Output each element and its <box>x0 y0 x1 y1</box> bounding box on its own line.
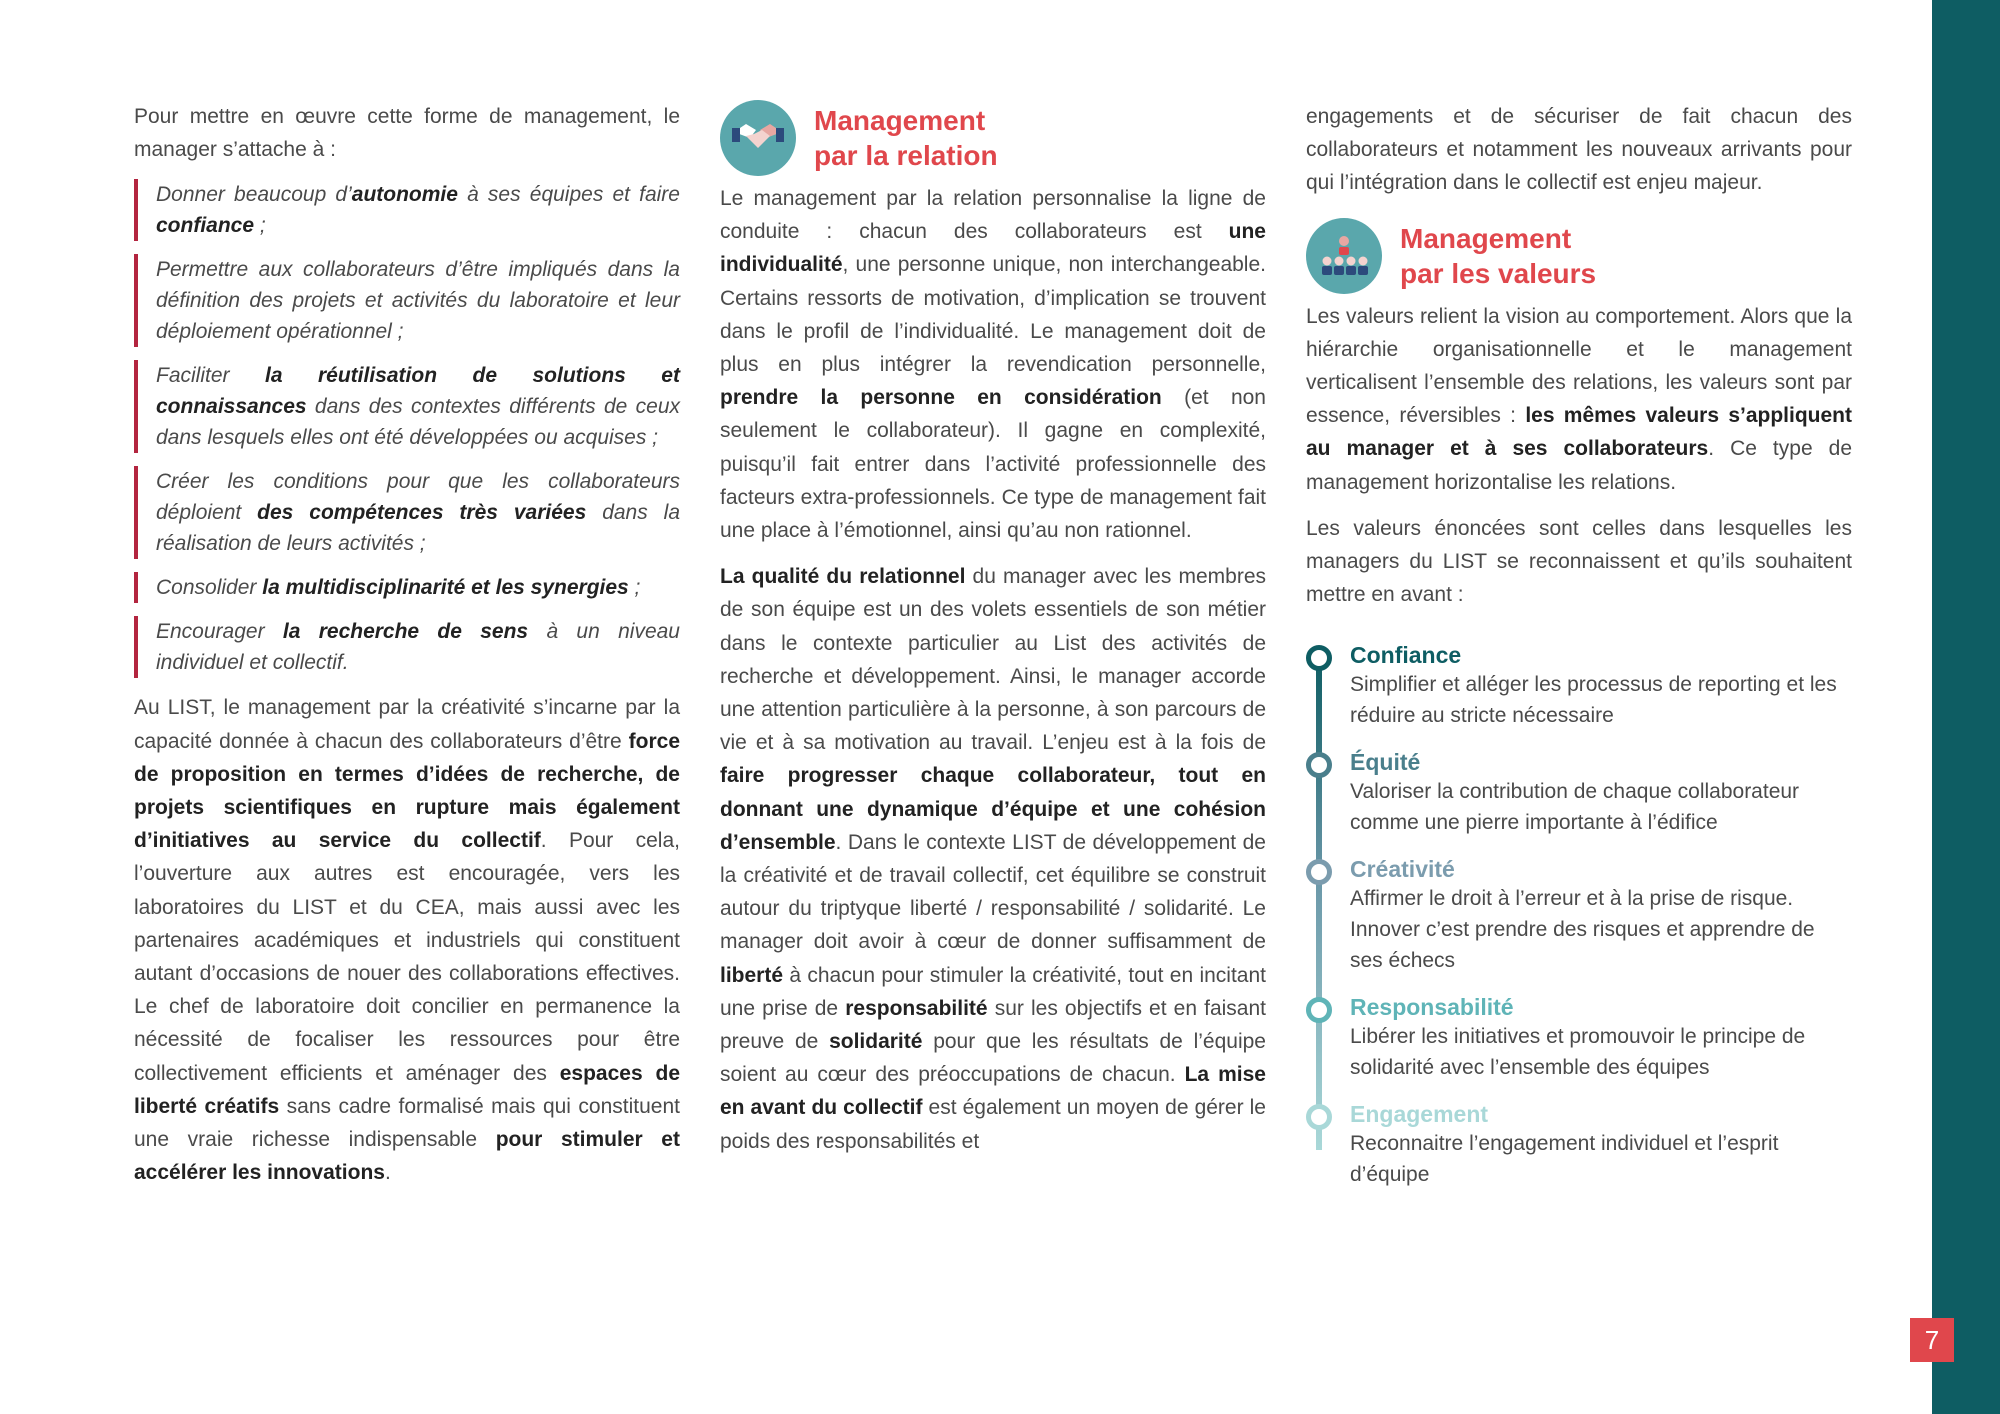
value-name: Créativité <box>1350 856 1455 883</box>
value-item <box>1350 641 1852 731</box>
value-description: Affirmer le droit à l’erreur et à la prise de risque. Innover c’est prendre des risques et apprendre de ses échecs <box>1350 887 1815 973</box>
value-item <box>1350 1100 1852 1190</box>
list-item: Donner beaucoup d’autonomie à ses équipes et faire confiance ; <box>134 179 680 241</box>
section-heading <box>1306 218 1852 294</box>
timeline-dot-icon <box>1306 752 1332 778</box>
value-description: Libérer les initiatives et promouvoir le principe de solidarité avec l’ensemble des équipes <box>1350 1025 1806 1080</box>
body-paragraph: La qualité du relationnel du manager avec les membres de son équipe est un des volets essentiels de son métier dans le contexte particulier au List des activités de recherche et développement. Ainsi, le manager accorde une attention particulière à la personne, à son parcours de vie et à sa motivation au travail. L’enjeu est à la fois de faire progresser chaque collaborateur, tout en donnant une dynamique d’équipe et une cohésion d’ensemble. Dans le contexte LIST de développement de la créativité et de travail collectif, cet équilibre se construit autour du triptyque liberté / responsabilité / solidarité. Le manager doit avoir à cœur de donner suffisamment de liberté à chacun pour stimuler la créativité, tout en incitant une prise de responsabilité sur les objectifs et en faisant preuve de solidarité pour que les résultats de l’équipe soient au cœur des préoccupations de chacun. La mise en avant du collectif est également un moyen de gérer le poids des responsabilités et <box>720 565 1266 1153</box>
timeline-dot-icon <box>1306 1104 1332 1130</box>
body-paragraph: Les valeurs relient la vision au comportement. Alors que la hiérarchie organisationnelle et le management verticalisent l’ensemble des relations, les valeurs sont par essence, réversibles : les mêmes valeurs s’appliquent au manager et à ses collaborateurs. Ce type de management horizontalise les relations. <box>1306 304 1852 494</box>
section-title-line1: Management <box>814 105 986 136</box>
list-item: Créer les conditions pour que les collaborateurs déploient des compétences très variées dans la réalisation de leurs activités ; <box>134 466 680 559</box>
value-description: Simplifier et alléger les processus de reporting et les réduire au stricte nécessaire <box>1350 673 1837 728</box>
column-1 <box>134 100 680 1202</box>
column-3 <box>1306 100 1852 1207</box>
sidebar-band <box>1932 0 2000 1414</box>
value-item <box>1350 748 1852 838</box>
section-title-line1: Management <box>1400 222 1572 254</box>
value-name: Engagement <box>1350 1101 1489 1128</box>
value-item <box>1350 855 1852 976</box>
list-item: Faciliter la réutilisation de solutions et connaissances dans des contextes différents de ceux dans lesquels elles ont été développées ou acquises ; <box>134 360 680 453</box>
section-title-line2: par la relation <box>814 140 998 171</box>
value-name: Confiance <box>1350 642 1462 669</box>
team-icon <box>1306 218 1382 294</box>
list-item: Encourager la recherche de sens à un niveau individuel et collectif. <box>134 616 680 678</box>
value-description: Reconnaitre l’engagement individuel et l’esprit d’équipe <box>1350 1132 1779 1187</box>
value-description: Valoriser la contribution de chaque collaborateur comme une pierre importante à l’édifice <box>1350 780 1800 835</box>
intro-paragraph: Pour mettre en œuvre cette forme de management, le manager s’attache à : <box>134 105 680 162</box>
handshake-icon <box>720 100 796 176</box>
timeline-dot-icon <box>1306 997 1332 1023</box>
timeline-dot-icon <box>1306 859 1332 885</box>
timeline-dot-icon <box>1306 645 1332 671</box>
body-paragraph: Au LIST, le management par la créativité s’incarne par la capacité donnée à chacun des collaborateurs d’être force de proposition en termes d’idées de recherche, de projets scientifiques en rupture mais également d’initiatives au service du collectif. Pour cela, l’ouverture aux autres est encouragée, vers les laboratoires du LIST et du CEA, mais aussi avec les partenaires académiques et industriels qui constituent autant d’occasions de nouer des collaborations effectives. Le chef de laboratoire doit concilier en permanence la nécessité de focaliser les ressources pour être collectivement efficients et aménager des espaces de liberté créatifs sans cadre formalisé mais qui constituent une vraie richesse indispensable pour stimuler et accélérer les innovations. <box>134 696 680 1185</box>
section-title-line2: par les valeurs <box>1400 257 1597 289</box>
value-item <box>1350 993 1852 1083</box>
list-item: Permettre aux collaborateurs d’être impliqués dans la définition des projets et activités du laboratoire et leur déploiement opérationnel ; <box>134 254 680 347</box>
value-name: Responsabilité <box>1350 994 1514 1021</box>
timeline-line <box>1316 655 1322 1150</box>
body-paragraph: Le management par la relation personnalise la ligne de conduite : chacun des collaborateurs est une individualité, une personne unique, non interchangeable. Certains ressorts de motivation, d’implication se trouvent dans le profil de l’individualité. Le management doit de plus en plus intégrer la revendication personnelle, prendre la personne en considération (et non seulement le collaborateur). Il gagne en complexité, puisqu’il fait entrer dans l’activité professionnelle des facteurs extra-professionnels. Ce type de management fait une place à l’émotionnel, ainsi qu’au non rationnel. <box>720 187 1266 543</box>
section-heading <box>720 100 1266 176</box>
values-timeline <box>1306 641 1852 1190</box>
continued-paragraph: engagements et de sécuriser de fait chacun des collaborateurs et notamment les nouveaux arrivants pour qui l’intégration dans le collectif est enjeu majeur. <box>1306 105 1852 195</box>
page-number: 7 <box>1910 1318 1954 1362</box>
column-2 <box>720 100 1266 1171</box>
list-item: Consolider la multidisciplinarité et les synergies ; <box>134 572 680 603</box>
value-name: Équité <box>1350 749 1421 776</box>
body-paragraph: Les valeurs énoncées sont celles dans lesquelles les managers du LIST se reconnaissent et qu’ils souhaitent mettre en avant : <box>1306 516 1852 607</box>
